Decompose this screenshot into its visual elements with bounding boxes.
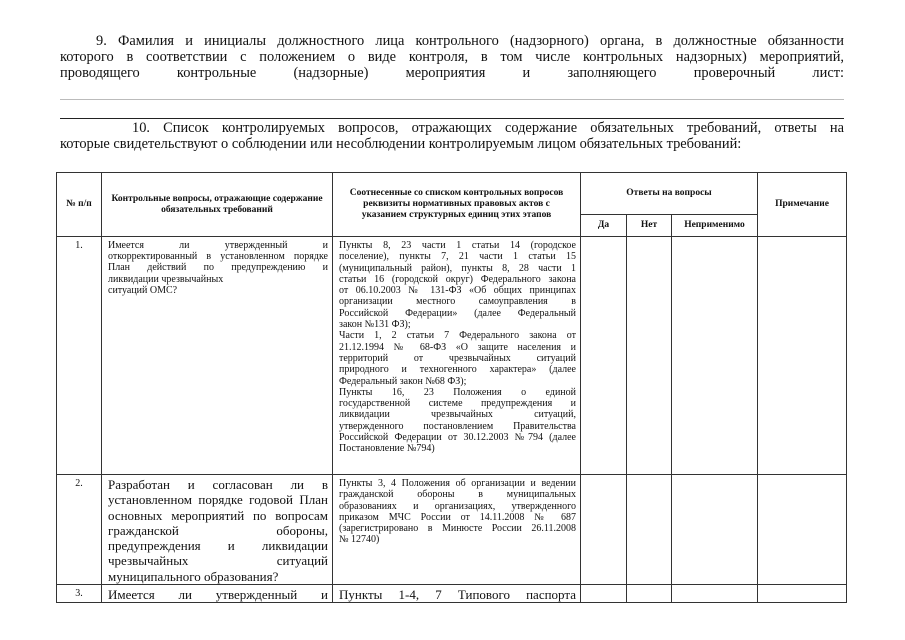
reference-line: 21.12.1994 № 68-ФЗ «О защите населения и — [339, 341, 576, 353]
row-number: 1. — [57, 237, 102, 475]
reference-line: Российской Федерации от 30.12.2003 №794 (далее — [339, 432, 576, 444]
reference-line: поселение), пункты 7, 21 части 1 статьи 15 — [339, 251, 576, 263]
reference-line: Пункты 8, 23 части 1 статьи 14 (городское — [339, 240, 576, 251]
question-line: откорректированный в установленном порядке — [108, 251, 328, 263]
table-row — [57, 475, 847, 585]
reference-line: Пункты 16, 23 Положения о единой — [339, 386, 576, 398]
section-9-line: 9. Фамилия и инициалы должностного лица контрольного (надзорного) органа, в должностные обязанности — [96, 33, 844, 49]
header-note: Примечание — [758, 173, 847, 237]
reference-line: организации местного самоуправления в — [339, 296, 576, 308]
table-row — [57, 237, 847, 475]
answer-no-cell[interactable] — [627, 585, 672, 603]
question-cell — [102, 237, 333, 475]
reference-line: Пункты 1-4, 7 Типового паспорта — [339, 587, 576, 603]
question-line: установленном порядке годовой План — [108, 492, 328, 508]
reference-line: (муниципальный район), пункты 8, 28 части 1 — [339, 262, 576, 274]
question-line: ликвидации чрезвычайных — [108, 273, 224, 285]
reference-line: Федеральный закон №68 ФЗ); — [339, 375, 467, 387]
answer-not-applicable-cell[interactable] — [672, 585, 758, 603]
question-line: Имеется ли утвержденный и — [108, 587, 328, 603]
question-line: предупреждения и ликвидации — [108, 538, 328, 554]
section-10-line: которые свидетельствуют о соблюдении или несоблюдении контролируемым лицом обязательных требований: — [60, 136, 742, 152]
reference-line: закон №131 ФЗ); — [339, 319, 411, 331]
reference-line: приказом МЧС России от 14.11.2008 № 687 — [339, 511, 576, 523]
references-cell — [333, 475, 581, 585]
fill-in-line-2 — [60, 118, 844, 119]
reference-line: от 06.10.2003 № 131-ФЗ «Об общих принципах — [339, 285, 576, 297]
answer-yes-cell[interactable] — [581, 475, 627, 585]
reference-line: территорий от чрезвычайных ситуаций — [339, 352, 576, 364]
header-yes: Да — [581, 215, 627, 237]
reference-line: Российской Федерации» (далее Федеральный — [339, 307, 576, 319]
note-cell[interactable] — [758, 237, 847, 475]
reference-line: (зарегистрировано в Минюсте России 26.11.2008 — [339, 523, 576, 535]
section-9-line: проводящего контрольные (надзорные) мероприятия и заполняющего проверочный лист: — [60, 65, 844, 81]
reference-line: государственной системе предупреждения и — [339, 398, 576, 410]
reference-line: Постановление №794) — [339, 443, 435, 455]
reference-line: ликвидации чрезвычайных ситуаций, — [339, 409, 576, 421]
question-line: Разработан и согласован ли в — [108, 477, 328, 492]
header-answers: Ответы на вопросы — [581, 173, 758, 215]
answer-yes-cell[interactable] — [581, 237, 627, 475]
answer-yes-cell[interactable] — [581, 585, 627, 603]
question-line: Имеется ли утвержденный и — [108, 240, 328, 251]
section-10-line: 10. Список контролируемых вопросов, отражающих содержание обязательных требований, ответы на — [132, 120, 844, 136]
question-line: чрезвычайных ситуаций — [108, 553, 328, 569]
row-number: 3. — [57, 585, 102, 603]
answer-no-cell[interactable] — [627, 237, 672, 475]
reference-line: Части 1, 2 статьи 7 Федерального закона от — [339, 330, 576, 342]
header-references: Соотнесенные со списком контрольных вопросов реквизиты нормативных правовых актов с указанием структурных единиц этих этапов — [333, 173, 581, 237]
references-cell — [333, 585, 581, 603]
header-number: № п/п — [57, 173, 102, 237]
header-no: Нет — [627, 215, 672, 237]
note-cell[interactable] — [758, 475, 847, 585]
table-row — [57, 585, 847, 603]
reference-line: гражданской обороны в муниципальных — [339, 489, 576, 501]
reference-line: природного и техногенного характера» (далее — [339, 364, 576, 376]
references-cell — [333, 237, 581, 475]
checklist-table — [56, 172, 847, 603]
section-9-paragraph — [60, 33, 844, 81]
row-number: 2. — [57, 475, 102, 585]
header-not-applicable: Неприменимо — [672, 215, 758, 237]
reference-line: утвержденного постановлением Правительства — [339, 420, 576, 432]
reference-line: статьи 16 (городской округ) Федерального закона — [339, 273, 576, 285]
question-cell — [102, 585, 333, 603]
note-cell[interactable] — [758, 585, 847, 603]
answer-not-applicable-cell[interactable] — [672, 237, 758, 475]
reference-line: № 12740) — [339, 534, 380, 546]
answer-no-cell[interactable] — [627, 475, 672, 585]
fill-in-line-1 — [60, 99, 844, 100]
question-line: основных мероприятий по вопросам — [108, 507, 328, 523]
question-line: ситуаций ОМС? — [108, 284, 178, 296]
answer-not-applicable-cell[interactable] — [672, 475, 758, 585]
reference-line: образованиях и организациях, утвержденного — [339, 500, 576, 512]
question-line: План действий по предупреждению и — [108, 262, 328, 274]
section-10-paragraph — [60, 120, 844, 152]
question-cell — [102, 475, 333, 585]
section-9-line: которого в соответствии с положением о виде контроля, в том числе контрольных надзорных) мероприятий, — [60, 49, 844, 65]
question-line: муниципального образования? — [108, 568, 279, 584]
question-line: гражданской обороны, — [108, 522, 328, 538]
reference-line: Пункты 3, 4 Положения об организации и ведении — [339, 478, 576, 489]
header-question: Контрольные вопросы, отражающие содержание обязательных требований — [102, 173, 333, 237]
